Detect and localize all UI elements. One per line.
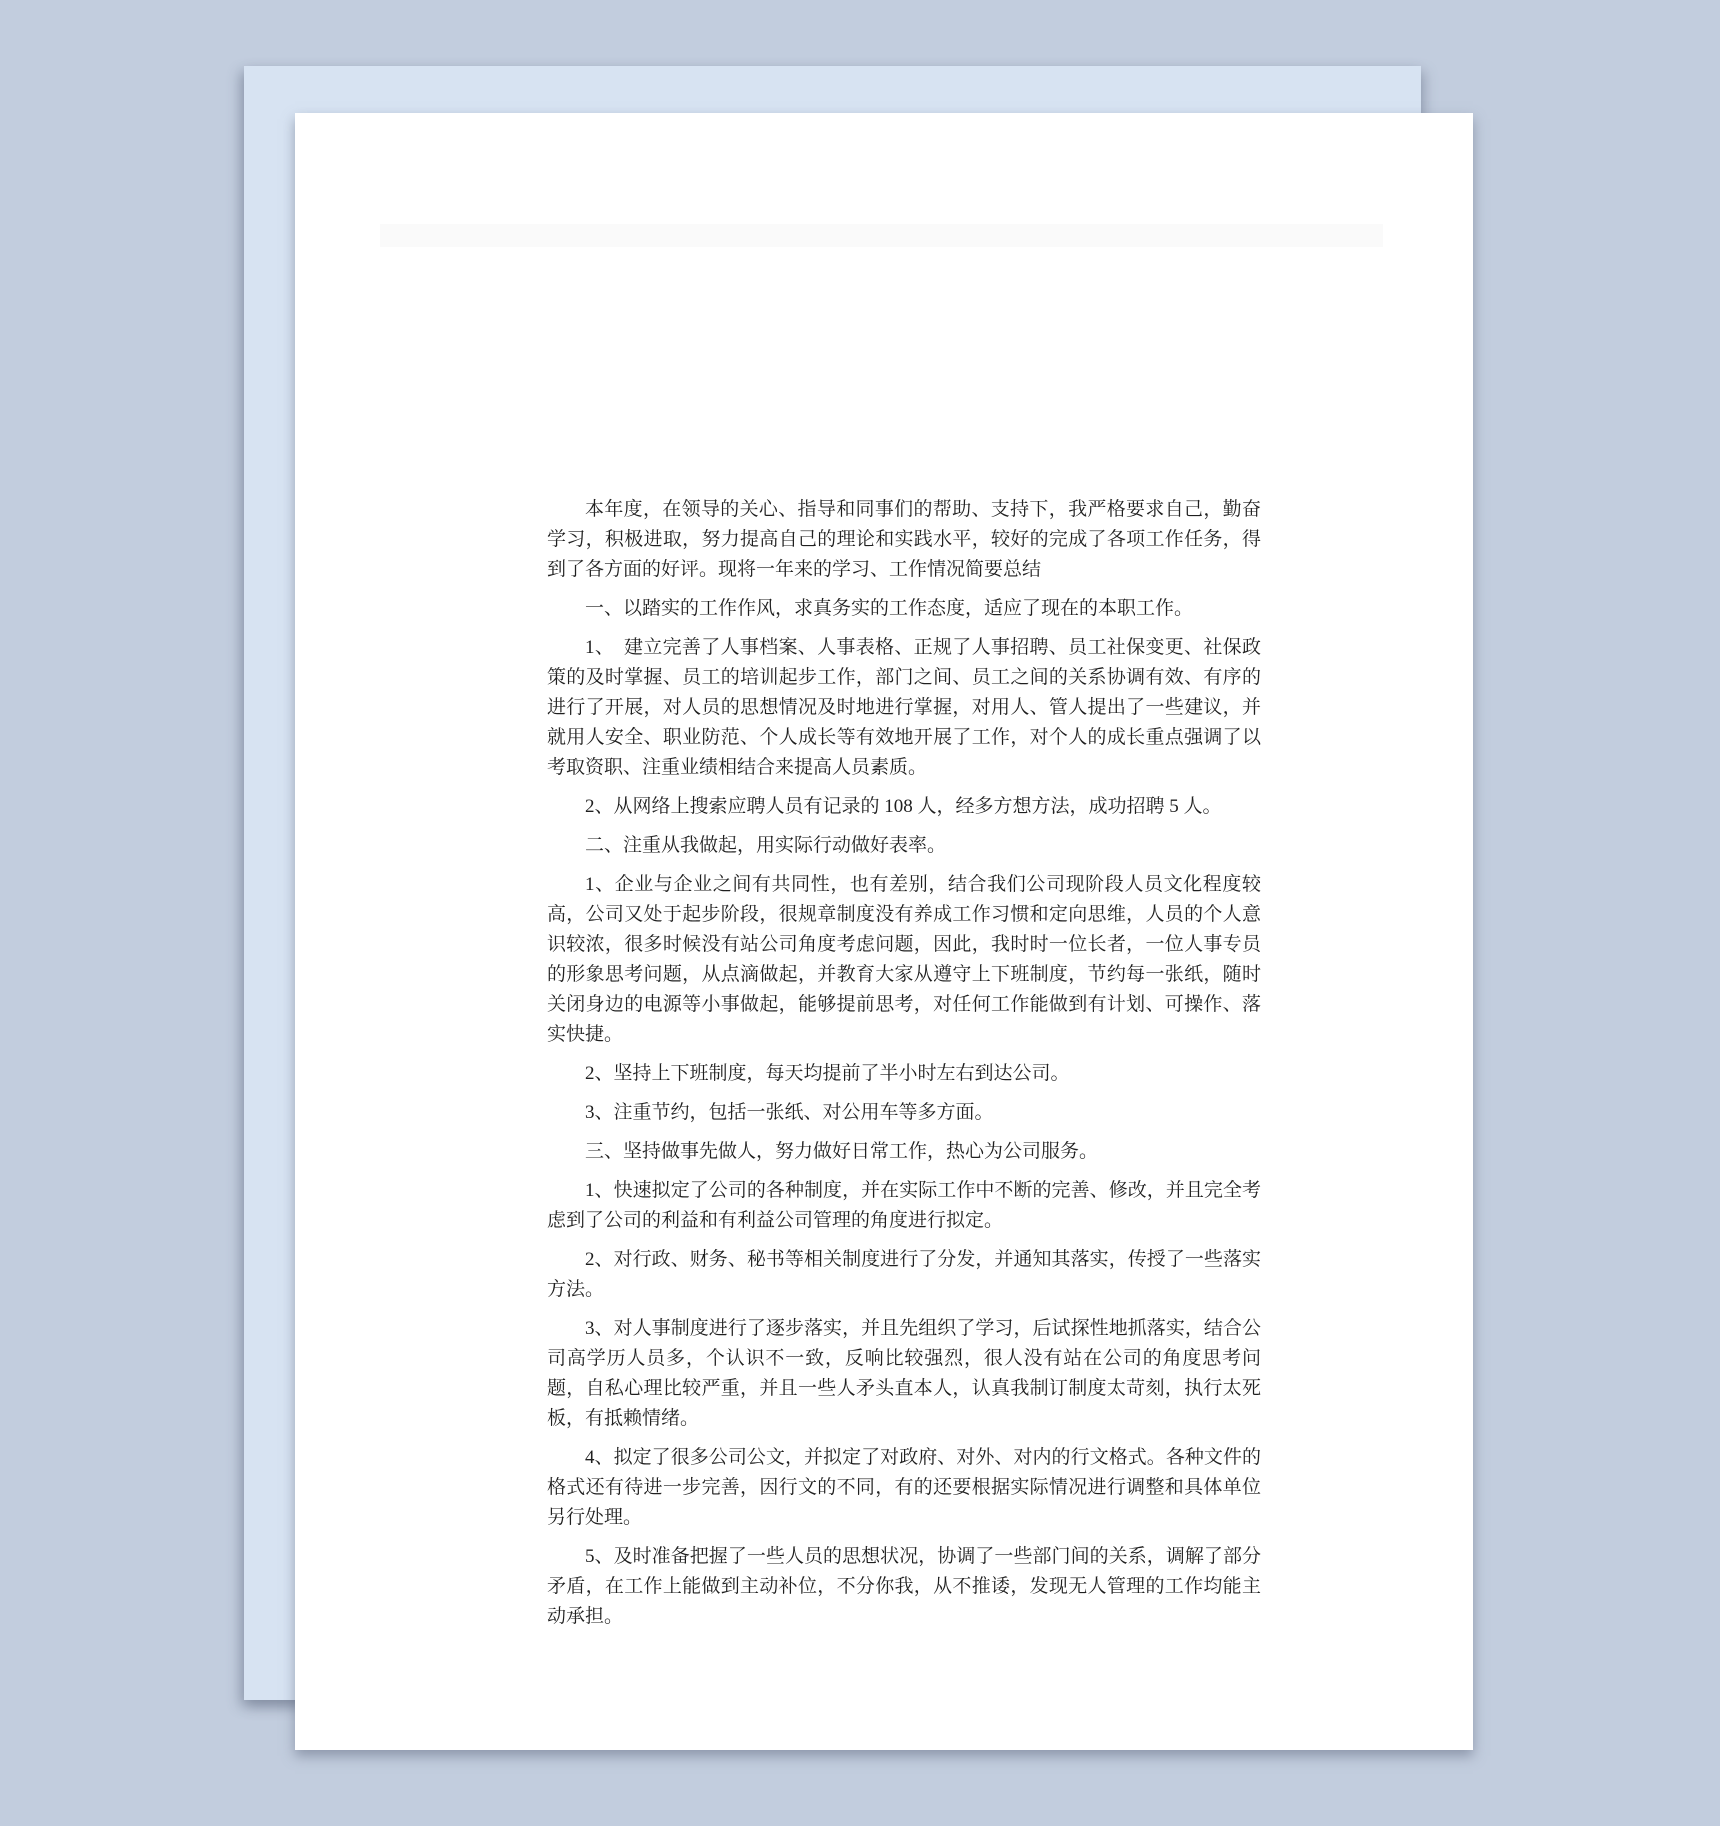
paragraph: 三、坚持做事先做人，努力做好日常工作，热心为公司服务。 (585, 1141, 1099, 1162)
document-page (295, 113, 1473, 1750)
paragraph: 3、注重节约，包括一张纸、对公用车等多方面。 (585, 1102, 994, 1123)
paragraph: 2、从网络上搜索应聘人员有记录的 108 人，经多方想方法，成功招聘 5 人。 (585, 796, 1222, 817)
paragraph: 1、 建立完善了人事档案、人事表格、正规了人事招聘、员工社保变更、社保政策的及时掌握、员工的培训起步工作，部门之间、员工之间的关系协调有效、有序的进行了开展，对人员的思想情况及时地进行掌握，对用人、管人提出了一些建议，并就用人安全、职业防范、个人成长等有效地开展了工作，对个人的成长重点强调了以考取资职、注重业绩相结合来提高人员素质。 (547, 637, 1261, 778)
paragraph: 本年度，在领导的关心、指导和同事们的帮助、支持下，我严格要求自己，勤奋学习，积极进取，努力提高自己的理论和实践水平，较好的完成了各项工作任务，得到了各方面的好评。现将一年来的学习、工作情况简要总结 (547, 499, 1261, 580)
paragraph: 2、对行政、财务、秘书等相关制度进行了分发，并通知其落实，传授了一些落实方法。 (547, 1249, 1261, 1300)
document-body (547, 495, 1261, 1641)
paragraph: 5、及时准备把握了一些人员的思想状况，协调了一些部门间的关系，调解了部分矛盾，在工作上能做到主动补位，不分你我，从不推诿，发现无人管理的工作均能主动承担。 (547, 1546, 1261, 1627)
paragraph: 二、注重从我做起，用实际行动做好表率。 (585, 835, 947, 856)
paragraph: 3、对人事制度进行了逐步落实，并且先组织了学习，后试探性地抓落实，结合公司高学历人员多，个认识不一致，反响比较强烈，很人没有站在公司的角度思考问题，自私心理比较严重，并且一些人矛头直本人，认真我制订制度太苛刻，执行太死板，有抵赖情绪。 (547, 1318, 1261, 1429)
paragraph: 2、坚持上下班制度，每天均提前了半小时左右到达公司。 (585, 1063, 1070, 1084)
paragraph: 1、企业与企业之间有共同性，也有差别，结合我们公司现阶段人员文化程度较高，公司又处于起步阶段，很规章制度没有养成工作习惯和定向思维，人员的个人意识较浓，很多时候没有站公司角度考虑问题，因此，我时时一位长者，一位人事专员的形象思考问题，从点滴做起，并教育大家从遵守上下班制度，节约每一张纸，随时关闭身边的电源等小事做起，能够提前思考，对任何工作能做到有计划、可操作、落实快捷。 (547, 874, 1261, 1045)
paragraph: 4、拟定了很多公司公文，并拟定了对政府、对外、对内的行文格式。各种文件的格式还有待进一步完善，因行文的不同，有的还要根据实际情况进行调整和具体单位另行处理。 (547, 1447, 1261, 1528)
faded-title-placeholder (380, 224, 1383, 247)
paragraph: 1、快速拟定了公司的各种制度，并在实际工作中不断的完善、修改，并且完全考虑到了公司的利益和有利益公司管理的角度进行拟定。 (547, 1180, 1261, 1231)
paragraph: 一、以踏实的工作作风，求真务实的工作态度，适应了现在的本职工作。 (585, 598, 1194, 619)
